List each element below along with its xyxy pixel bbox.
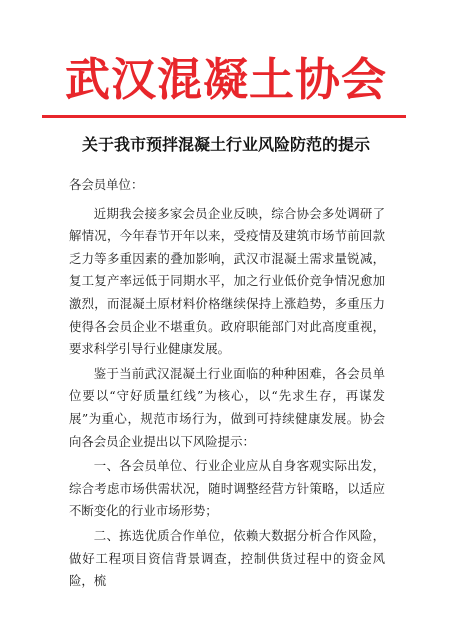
- body-paragraph-4: 二、拣选优质合作单位，依赖大数据分析合作风险，做好工程项目资信背景调查，控制供货过程中的资金风险，梳: [69, 527, 385, 589]
- body-paragraph-1: 近期我会接多家会员企业反映，综合协会多处调研了解情况，今年春节开年以来，受疫情及建筑市场节前回款乏力等多重因素的叠加影响，武汉市混凝土需求量锐减，复工复产率远低于同期水平，加之行业低价竞争情况愈加激烈，而混凝土原材料价格继续保持上涨趋势，多重压力使得各会员企业不堪重负。政府职能部门对此高度重视，要求科学引导行业健康发展。: [69, 205, 385, 357]
- body-paragraph-3: 一、各会员单位、行业企业应从自身客观实际出发，综合考虑市场供需状况，随时调整经营方针策略，以适应不断变化的行业市场形势；: [69, 458, 385, 519]
- letterhead-red-rule: [42, 115, 406, 118]
- document-title: 关于我市预拌混凝土行业风险防范的提示: [81, 135, 370, 154]
- document-body: [69, 174, 385, 593]
- salutation: 各会员单位：: [69, 177, 144, 192]
- association-letterhead-title: 武汉混凝土协会: [64, 53, 387, 106]
- body-paragraph-2: 鉴于当前武汉混凝土行业面临的种种困难，各会员单位要以“守好质量红线”为核心，以“先求生存，再谋发展”为重心，规范市场行为，做到可持续健康发展。协会向各会员企业提出以下风险提示：: [69, 365, 385, 449]
